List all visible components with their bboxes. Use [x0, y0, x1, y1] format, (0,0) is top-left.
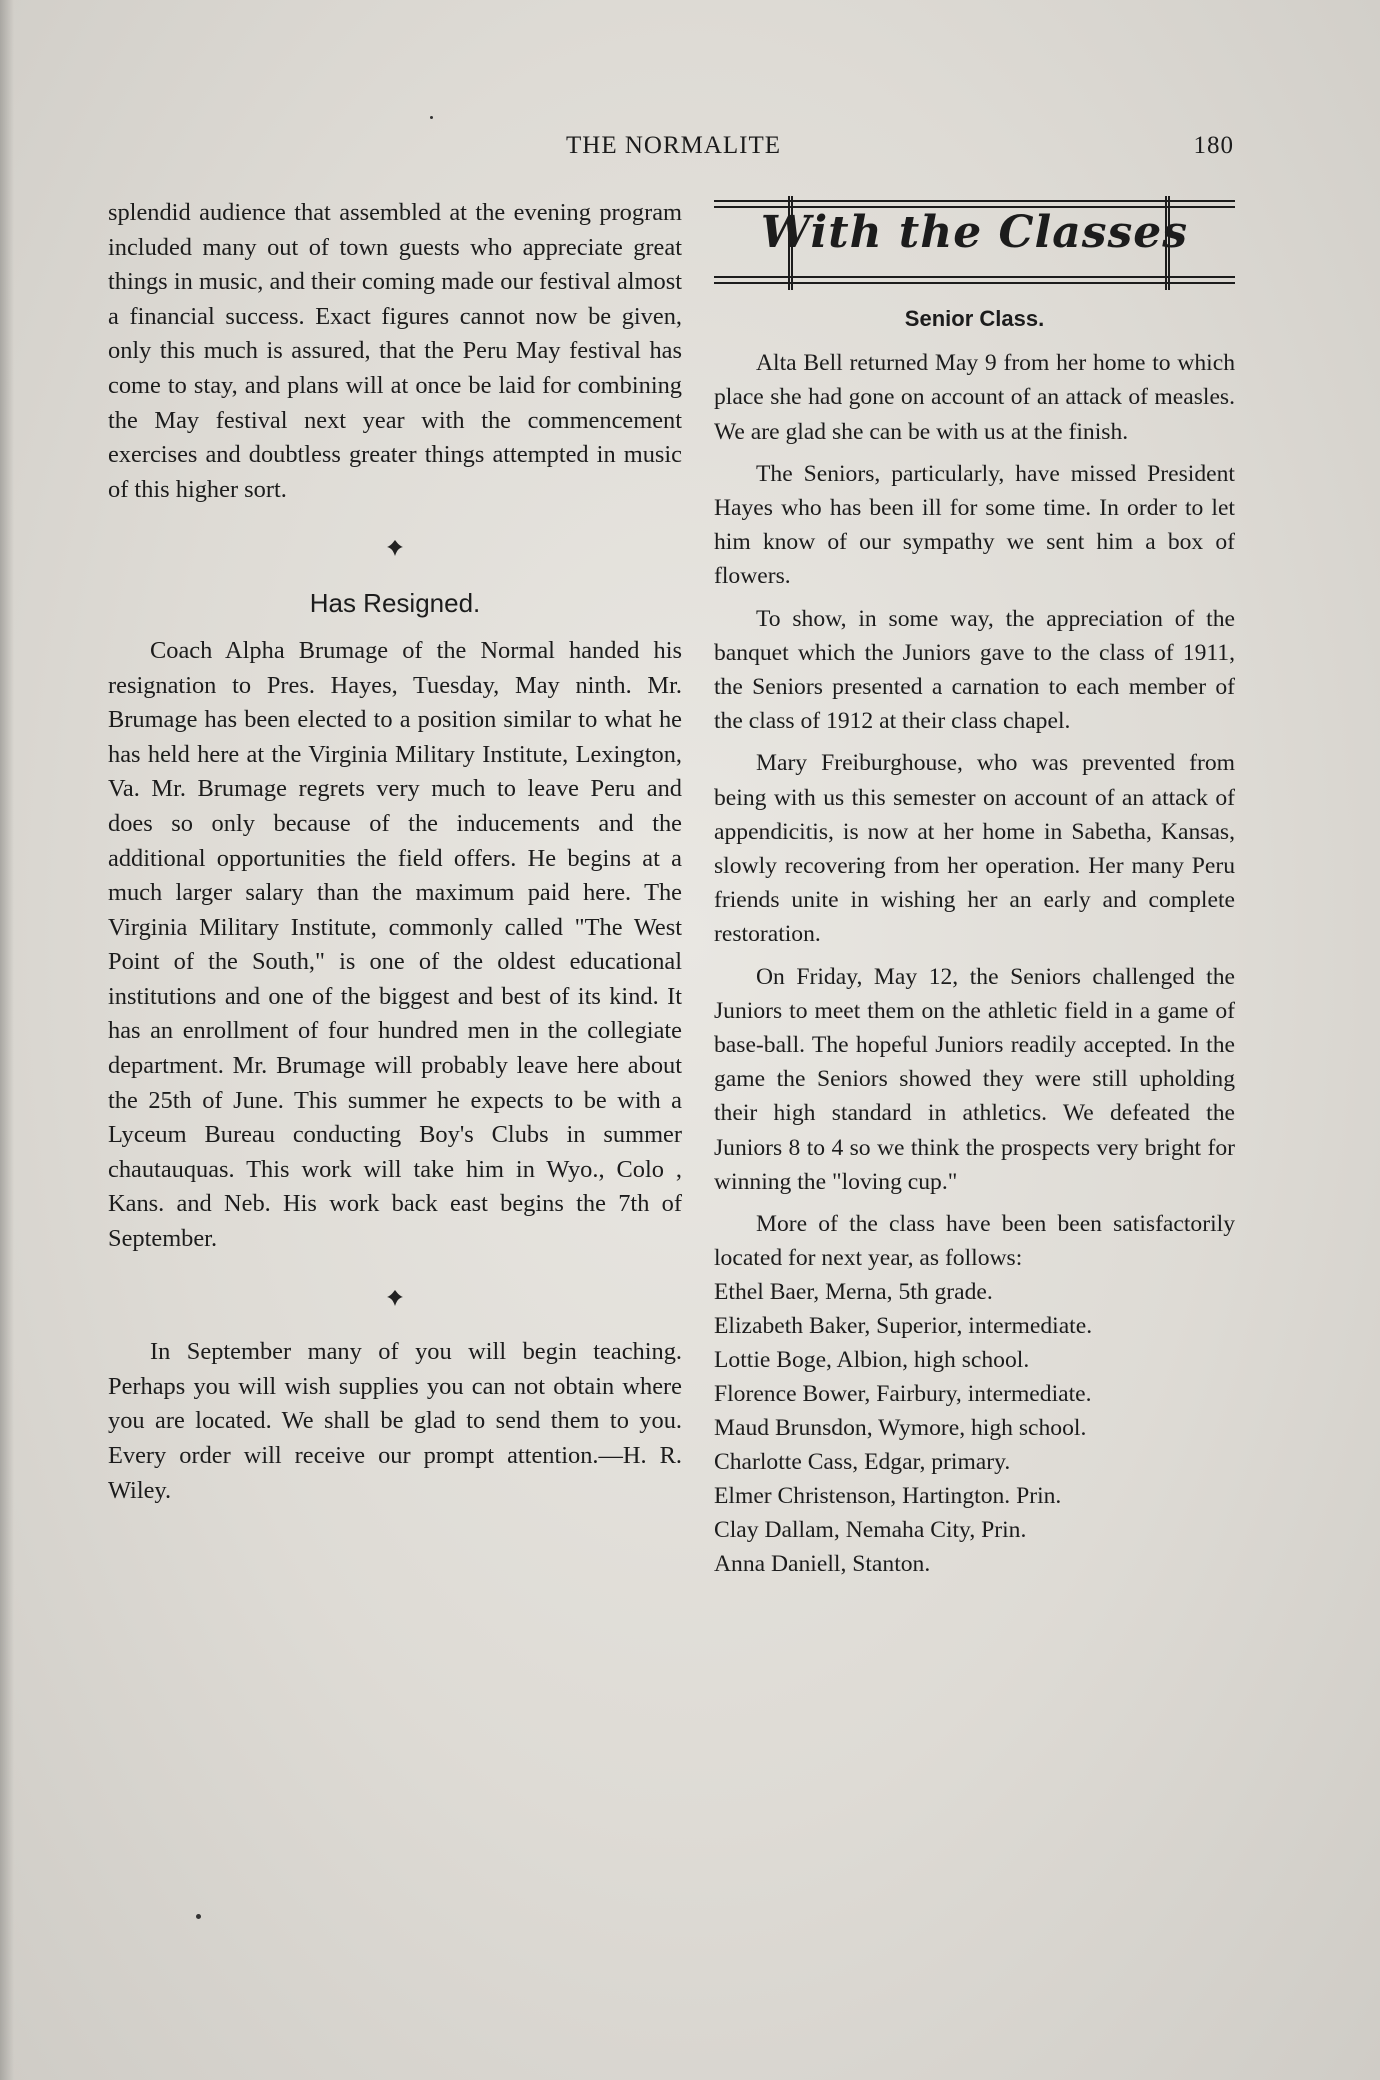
page-number: 180: [1193, 132, 1234, 159]
supplies-paragraph: In September many of you will begin teaching. Perhaps you will wish supplies you can not obtain where you are located. We shall be glad to send them to you. Every order will receive our prompt attention.—H. R. Wiley.: [108, 1338, 682, 1504]
list-item: Clay Dallam, Nemaha City, Prin.: [714, 1517, 1027, 1544]
article-paragraph: On Friday, May 12, the Seniors challenged the Juniors to meet them on the athletic field in a game of base-ball. The hopeful Juniors readily accepted. In the game the Seniors showed they were still upholding their high standard in athletics. We defeated the Juniors 8 to 4 so we think the prospects very bright for winning the "loving cup.": [714, 963, 1235, 1195]
list-item: Elizabeth Baker, Superior, intermediate.: [714, 1313, 1093, 1340]
article-paragraph: To show, in some way, the appreciation of the banquet which the Juniors gave to the class of 1911, the Seniors presented a carnation to each member of the class of 1912 at their class chapel.: [714, 605, 1235, 735]
ink-speck: [196, 1914, 201, 1919]
list-item: Maud Brunsdon, Wymore, high school.: [714, 1415, 1087, 1442]
article-paragraph: Alta Bell returned May 9 from her home to which place she had gone on account of an attack of measles. We are glad she can be with us at the finish.: [714, 350, 1235, 445]
banner-title: With the Classes: [760, 207, 1189, 258]
list-item: Charlotte Cass, Edgar, primary.: [714, 1449, 1011, 1476]
leaf-ornament: [108, 533, 682, 568]
publication-title: THE NORMALITE: [566, 132, 782, 159]
list-item: Florence Bower, Fairbury, intermediate.: [714, 1381, 1092, 1408]
festival-paragraph: splendid audience that assembled at the evening program included many out of town guests who appreciate great things in music, and their coming made our festival almost a financial success. Exact figures cannot now be given, only this much is assured, that the Peru May festival has come to stay, and plans will at once be laid for combining the May festival next year with the commencement exercises and doubtless greater things attempted in music of this higher sort.: [108, 199, 682, 503]
page-header: [0, 128, 1380, 168]
left-column: [108, 196, 682, 1508]
with-the-classes-banner: [714, 196, 1235, 292]
right-column: [714, 190, 1235, 1581]
leaf-ornament-icon: [385, 533, 405, 553]
placements-list: [714, 1275, 1235, 1581]
leaf-ornament-2: [108, 1283, 682, 1318]
resigned-paragraph: Coach Alpha Brumage of the Normal handed his resignation to Pres. Hayes, Tuesday, May ninth. Mr. Brumage has been elected to a position similar to what he has held here at the Virginia Military Institute, Lexington, Va. Mr. Brumage regrets very much to leave Peru and does so only because of the inducements and the additional opportunities the field offers. He begins at a much larger salary than the maximum paid here. The Virginia Military Institute, commonly called "The West Point of the South," is one of the oldest educational institutions and one of the biggest and best of its kind. It has an enrollment of four hundred men in the collegiate department. Mr. Brumage will probably leave here about the 25th of June. This summer he expects to be with a Lyceum Bureau conducting Boy's Clubs in summer chautauquas. This work will take him in Wyo., Colo , Kans. and Neb. His work back east begins the 7th of September.: [108, 636, 682, 1253]
article-paragraph: Mary Freiburghouse, who was prevented from being with us this semester on account of an attack of appendicitis, is now at her home in Sabetha, Kansas, slowly recovering from her operation. Her many Peru friends unite in wishing her an early and complete restoration.: [714, 750, 1235, 948]
list-item: Ethel Baer, Merna, 5th grade.: [714, 1279, 993, 1306]
list-item: Anna Daniell, Stanton.: [714, 1551, 931, 1578]
senior-class-heading: Senior Class.: [904, 306, 1045, 331]
list-item: Lottie Boge, Albion, high school.: [714, 1347, 1030, 1374]
article-paragraph: The Seniors, particularly, have missed President Hayes who has been ill for some time. In order to let him know of our sympathy we sent him a box of flowers.: [714, 460, 1235, 590]
list-item: Elmer Christenson, Hartington. Prin.: [714, 1483, 1062, 1510]
has-resigned-heading: Has Resigned.: [309, 587, 481, 618]
ink-speck: [430, 116, 433, 119]
article-paragraph: More of the class have been been satisfactorily located for next year, as follows:: [714, 1211, 1235, 1272]
leaf-ornament-icon: [385, 1283, 405, 1303]
